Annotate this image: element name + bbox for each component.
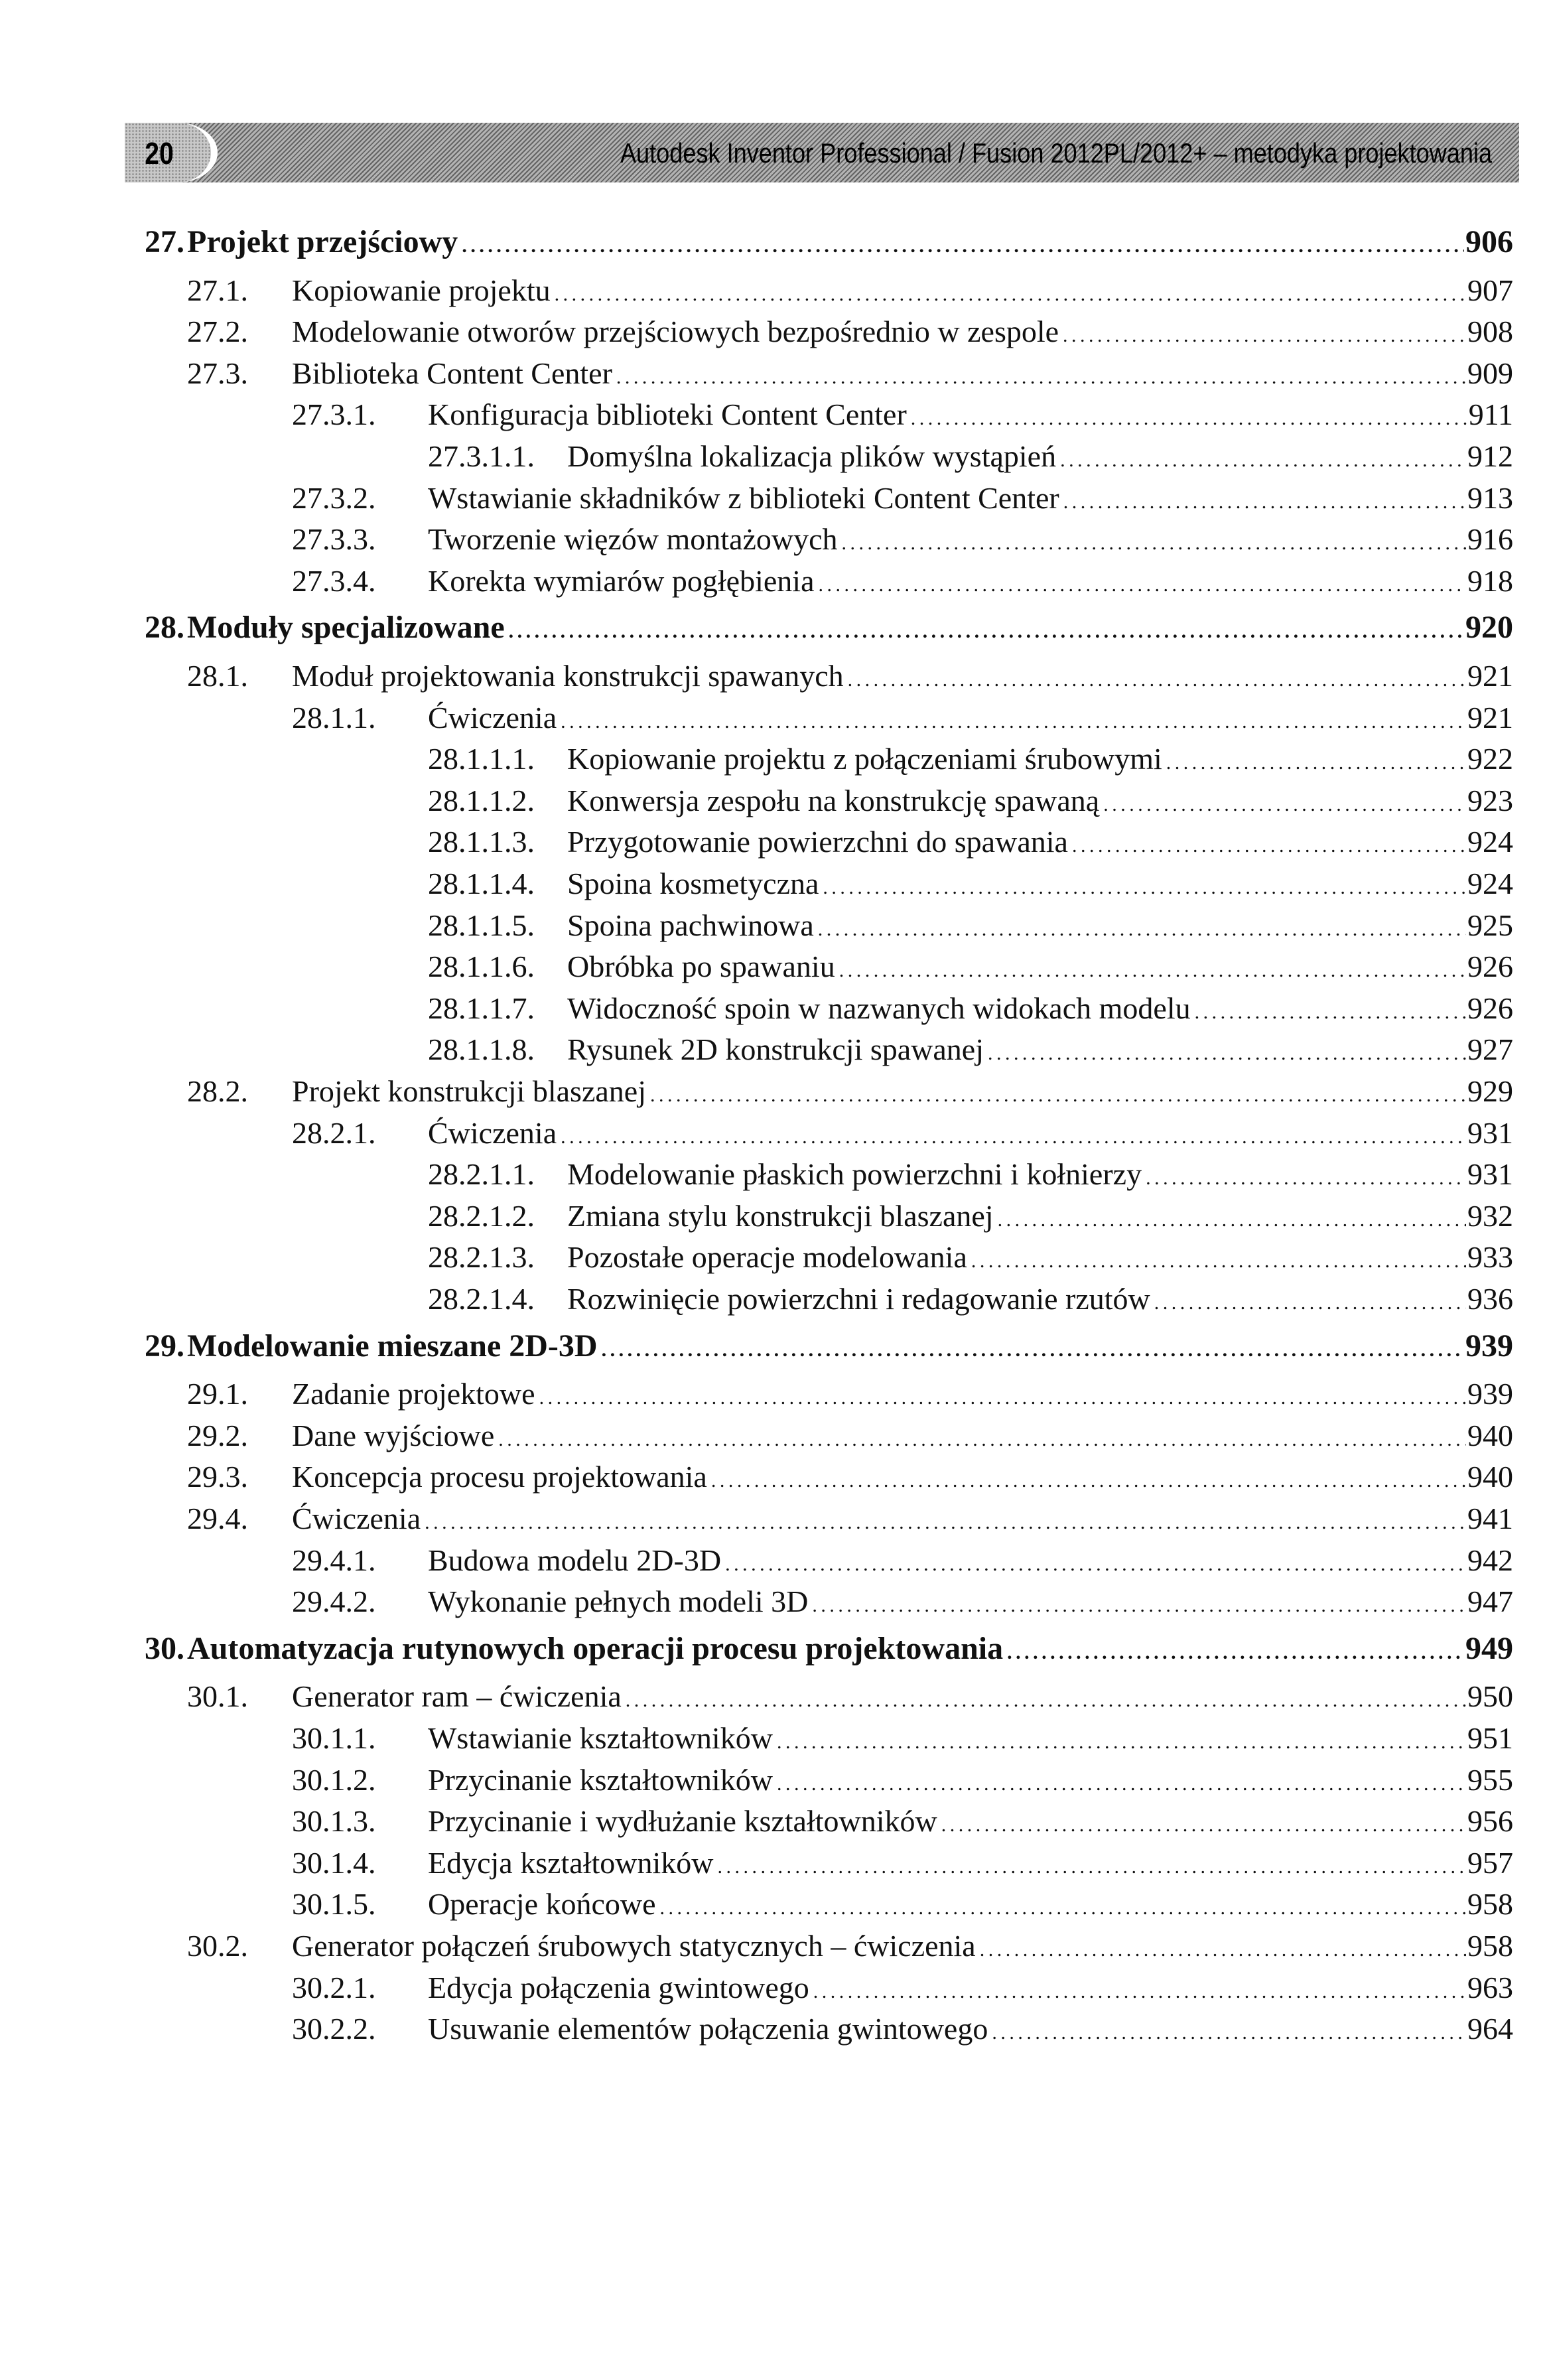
toc-entry-title: Modelowanie otworów przejściowych bezpośrednio w zespole (292, 315, 1059, 348)
toc-entry-line (428, 1843, 1513, 1887)
toc-entry-title: Ćwiczenia (428, 701, 557, 735)
dot-leader (998, 1200, 1466, 1240)
toc-entry-line (292, 1072, 1513, 1115)
toc-entry-number: 30.1.4. (292, 1846, 376, 1880)
toc-entry-line (292, 1416, 1513, 1460)
toc-entry-line (567, 906, 1513, 949)
toc-entry[interactable] (0, 1718, 1545, 1758)
dot-leader (462, 226, 1464, 266)
toc-entry-line (567, 1196, 1513, 1240)
toc-entry-line (428, 395, 1513, 439)
toc-entry-line (292, 656, 1513, 700)
toc-entry-line (292, 1499, 1513, 1543)
toc-entry-page: 926 (1467, 949, 1513, 983)
dot-leader (1007, 1633, 1464, 1673)
toc-entry-title: Koncepcja procesu projektowania (292, 1460, 707, 1494)
dot-leader (539, 1378, 1466, 1418)
toc-entry[interactable] (0, 561, 1545, 601)
toc-entry-title: Operacje końcowe (428, 1887, 656, 1921)
toc-entry-number: 27.2. (187, 315, 248, 348)
toc-entry-page: 925 (1467, 908, 1513, 942)
toc-entry-number: 28.1.1.2. (428, 784, 535, 817)
toc-entry-number: 28.2.1.2. (428, 1199, 535, 1233)
dot-leader (980, 1930, 1466, 1970)
toc-entry-page: 923 (1467, 784, 1513, 817)
toc-entry-title: Zmiana stylu konstrukcji blaszanej (567, 1199, 994, 1233)
toc-entry-title: Wstawianie składników z biblioteki Content Center (428, 481, 1059, 515)
toc-entry-page: 924 (1467, 867, 1513, 900)
toc-chapter[interactable] (0, 1629, 1545, 1669)
toc-entry-line (292, 271, 1513, 315)
dot-leader (711, 1461, 1466, 1501)
toc-entry-page: 913 (1467, 481, 1513, 515)
toc-entry-number: 30.1.3. (292, 1804, 376, 1838)
toc-entry-page: 933 (1467, 1240, 1513, 1274)
toc-entry-line (187, 222, 1513, 266)
toc-entry-number: 28.1.1.8. (428, 1032, 535, 1066)
toc-entry-title: Domyślna lokalizacja plików wystąpień (567, 439, 1057, 473)
toc-entry-title: Edycja połączenia gwintowego (428, 1971, 809, 2004)
toc-entry-title: Wstawianie kształtowników (428, 1721, 773, 1755)
toc-entry-line (567, 437, 1513, 480)
toc-entry-title: Biblioteka Content Center (292, 356, 612, 390)
toc-entry-page: 931 (1467, 1116, 1513, 1150)
toc-entry-number: 27.3. (187, 356, 248, 390)
toc-entry[interactable] (0, 656, 1545, 696)
toc-entry-number: 27. (145, 224, 184, 259)
toc-entry-line (567, 822, 1513, 866)
dot-leader (1063, 482, 1466, 522)
toc-entry-number: 28.1.1.1. (428, 742, 535, 776)
toc-entry-number: 29.2. (187, 1419, 248, 1452)
toc-entry-number: 27.3.1.1. (428, 439, 535, 473)
toc-entry[interactable] (0, 520, 1545, 559)
toc-entry-page: 907 (1467, 273, 1513, 307)
dot-leader (561, 702, 1466, 742)
dot-leader (1060, 441, 1466, 480)
toc-entry-line (567, 989, 1513, 1032)
toc-entry-title: Rysunek 2D konstrukcji spawanej (567, 1032, 984, 1066)
toc-entry-page: 921 (1467, 701, 1513, 735)
toc-entry-number: 30.2.2. (292, 2012, 376, 2046)
toc-entry-page: 929 (1467, 1074, 1513, 1108)
toc-entry-line (428, 2009, 1513, 2053)
toc-chapter[interactable] (0, 222, 1545, 262)
toc-entry-page: 951 (1467, 1721, 1513, 1755)
toc-entry-page: 940 (1467, 1460, 1513, 1494)
toc-entry[interactable] (0, 478, 1545, 518)
toc-entry-title: Widoczność spoin w nazwanych widokach modelu (567, 991, 1191, 1025)
toc-entry-number: 30.2.1. (292, 1971, 376, 2004)
toc-entry[interactable] (0, 1237, 1545, 1277)
toc-entry[interactable] (0, 1541, 1545, 1580)
toc-entry[interactable] (0, 1113, 1545, 1153)
toc-entry-line (428, 478, 1513, 522)
toc-entry-line (428, 1582, 1513, 1626)
toc-entry[interactable] (0, 906, 1545, 945)
toc-entry-line (187, 608, 1513, 652)
toc-entry-line (428, 520, 1513, 563)
dot-leader (626, 1681, 1466, 1720)
toc-entry-page: 931 (1467, 1157, 1513, 1191)
toc-entry-title: Rozwinięcie powierzchni i redagowanie rzutów (567, 1282, 1150, 1316)
toc-entry[interactable] (0, 1499, 1545, 1539)
dot-leader (1166, 743, 1466, 783)
toc-entry-page: 927 (1467, 1032, 1513, 1066)
dot-leader (992, 2013, 1466, 2053)
toc-entry-page: 932 (1467, 1199, 1513, 1233)
toc-entry[interactable] (0, 271, 1545, 311)
toc-entry-title: Dane wyjściowe (292, 1419, 495, 1452)
dot-leader (561, 1117, 1466, 1157)
toc-entry-number: 30.1. (187, 1679, 248, 1713)
toc-entry-title: Moduł projektowania konstrukcji spawanych (292, 659, 844, 693)
toc-entry[interactable] (0, 1030, 1545, 1070)
dot-leader (725, 1545, 1466, 1584)
toc-entry-page: 906 (1465, 224, 1513, 259)
toc-entry-page: 958 (1467, 1929, 1513, 1963)
toc-entry-page: 963 (1467, 1971, 1513, 2004)
toc-entry-number: 27.3.3. (292, 522, 376, 556)
dot-leader (718, 1847, 1466, 1887)
toc-entry-line (292, 1374, 1513, 1418)
dot-leader (971, 1241, 1466, 1281)
toc-chapter[interactable] (0, 608, 1545, 648)
toc-entry-line (428, 1968, 1513, 2012)
toc-entry-page: 921 (1467, 659, 1513, 693)
toc-entry-line (567, 1237, 1513, 1281)
dot-leader (911, 399, 1467, 439)
toc-entry-title: Tworzenie więzów montażowych (428, 522, 838, 556)
toc-entry-title: Usuwanie elementów połączenia gwintowego (428, 2012, 988, 2046)
toc-entry-title: Budowa modelu 2D-3D (428, 1543, 722, 1577)
dot-leader (509, 612, 1464, 652)
toc-entry-line (428, 561, 1513, 605)
toc-entry-line (428, 1760, 1513, 1804)
toc-entry-title: Moduły specjalizowane (187, 610, 505, 645)
toc-entry-page: 939 (1467, 1377, 1513, 1411)
toc-entry-number: 29.3. (187, 1460, 248, 1494)
toc-entry[interactable] (0, 1760, 1545, 1800)
toc-entry[interactable] (0, 1677, 1545, 1716)
toc-entry-title: Kopiowanie projektu z połączeniami śrubowymi (567, 742, 1162, 776)
toc-entry[interactable] (0, 1072, 1545, 1111)
toc-entry[interactable] (0, 312, 1545, 352)
toc-entry[interactable] (0, 1457, 1545, 1497)
toc-entry[interactable] (0, 1582, 1545, 1622)
toc-entry-line (428, 1884, 1513, 1928)
toc-entry-line (292, 1677, 1513, 1720)
toc-entry-page: 940 (1467, 1419, 1513, 1452)
toc-entry-title: Konfiguracja biblioteki Content Center (428, 397, 907, 431)
toc-entry-title: Przycinanie i wydłużanie kształtowników (428, 1804, 937, 1838)
toc-entry-line (428, 1541, 1513, 1584)
toc-entry-line (187, 1629, 1513, 1673)
toc-entry-line (567, 739, 1513, 783)
toc-entry-title: Przygotowanie powierzchni do spawania (567, 825, 1068, 859)
toc-entry-line (292, 1926, 1513, 1970)
toc-entry-number: 28.1.1.5. (428, 908, 535, 942)
toc-entry-page: 958 (1467, 1887, 1513, 1921)
toc-entry-line (292, 312, 1513, 356)
dot-leader (1195, 993, 1466, 1032)
toc-entry[interactable] (0, 354, 1545, 393)
toc-entry-page: 926 (1467, 991, 1513, 1025)
toc-entry-number: 28.1. (187, 659, 248, 693)
toc-entry-line (567, 1030, 1513, 1074)
toc-entry-number: 30. (145, 1631, 184, 1666)
dot-leader (842, 524, 1466, 563)
toc-entry-line (428, 1718, 1513, 1762)
toc-entry-title: Przycinanie kształtowników (428, 1763, 773, 1797)
toc-entry-title: Zadanie projektowe (292, 1377, 535, 1411)
toc-entry-page: 912 (1467, 439, 1513, 473)
toc-entry-number: 29.1. (187, 1377, 248, 1411)
toc-entry[interactable] (0, 437, 1545, 476)
toc-entry-number: 28.2.1. (292, 1116, 376, 1150)
dot-leader (777, 1764, 1466, 1804)
dot-leader (941, 1805, 1466, 1845)
toc-entry-line (187, 1326, 1513, 1370)
toc-entry-title: Wykonanie pełnych modeli 3D (428, 1584, 809, 1618)
dot-leader (1072, 826, 1466, 866)
toc-entry-title: Generator połączeń śrubowych statycznych – ćwiczenia (292, 1929, 976, 1963)
toc-entry-title: Obróbka po spawaniu (567, 949, 835, 983)
toc-entry-page: 955 (1467, 1763, 1513, 1797)
toc-entry[interactable] (0, 739, 1545, 779)
toc-entry-page: 964 (1467, 2012, 1513, 2046)
toc-entry-number: 28.1.1.3. (428, 825, 535, 859)
toc-entry-page: 916 (1467, 522, 1513, 556)
dot-leader (498, 1420, 1466, 1460)
toc-entry-title: Ćwiczenia (292, 1502, 421, 1535)
toc-entry-line (567, 781, 1513, 825)
toc-entry-number: 30.1.2. (292, 1763, 376, 1797)
dot-leader (812, 1586, 1466, 1626)
dot-leader (1154, 1283, 1466, 1323)
toc-entry[interactable] (0, 1155, 1545, 1194)
toc-entry[interactable] (0, 1374, 1545, 1414)
toc-entry-page: 956 (1467, 1804, 1513, 1838)
dot-leader (988, 1034, 1466, 1074)
toc-entry-number: 28. (145, 610, 184, 645)
toc-entry[interactable] (0, 1884, 1545, 1924)
toc-entry-page: 957 (1467, 1846, 1513, 1880)
dot-leader (1103, 785, 1466, 825)
toc-entry-page: 950 (1467, 1679, 1513, 1713)
toc-entry[interactable] (0, 2009, 1545, 2049)
dot-leader (823, 868, 1466, 908)
toc-entry-page: 924 (1467, 825, 1513, 859)
toc-entry-number: 28.2. (187, 1074, 248, 1108)
toc-entry-line (567, 1155, 1513, 1198)
toc-entry-title: Modelowanie płaskich powierzchni i kołnierzy (567, 1157, 1142, 1191)
toc-entry-number: 27.1. (187, 273, 248, 307)
toc-entry-title: Modelowanie mieszane 2D-3D (187, 1328, 598, 1364)
toc-entry[interactable] (0, 1196, 1545, 1236)
dot-leader (813, 1972, 1466, 2012)
toc-entry-title: Projekt konstrukcji blaszanej (292, 1074, 646, 1108)
toc-entry-number: 27.3.2. (292, 481, 376, 515)
toc-entry[interactable] (0, 864, 1545, 904)
toc-entry-number: 27.3.1. (292, 397, 376, 431)
running-header-title: Autodesk Inventor Professional / Fusion 2012PL/2012+ – metodyka projektowania (620, 137, 1492, 169)
toc-entry[interactable] (0, 781, 1545, 821)
dot-leader (602, 1330, 1464, 1370)
toc-entry[interactable] (0, 947, 1545, 987)
toc-entry-number: 29.4. (187, 1502, 248, 1535)
dot-leader (839, 951, 1466, 991)
toc-entry[interactable] (0, 1926, 1545, 1966)
toc-entry-line (292, 354, 1513, 397)
toc-entry-line (567, 864, 1513, 908)
toc-entry-title: Spoina kosmetyczna (567, 867, 819, 900)
toc-entry-title: Automatyzacja rutynowych operacji procesu projektowania (187, 1631, 1004, 1666)
toc-entry-line (292, 1457, 1513, 1501)
toc-entry-number: 27.3.4. (292, 564, 376, 598)
toc-entry-page: 908 (1467, 315, 1513, 348)
toc-entry-number: 28.1.1. (292, 701, 376, 735)
dot-leader (848, 660, 1466, 700)
toc-entry-title: Konwersja zespołu na konstrukcję spawaną (567, 784, 1100, 817)
toc-entry-page: 936 (1467, 1282, 1513, 1316)
toc-entry[interactable] (0, 989, 1545, 1028)
toc-entry-title: Projekt przejściowy (187, 224, 458, 259)
toc-entry-page: 909 (1467, 356, 1513, 390)
toc-entry-title: Ćwiczenia (428, 1116, 557, 1150)
toc-entry-page: 942 (1467, 1543, 1513, 1577)
toc-entry[interactable] (0, 395, 1545, 435)
dot-leader (425, 1503, 1466, 1543)
toc-entry-title: Edycja kształtowników (428, 1846, 714, 1880)
toc-entry-page: 939 (1465, 1328, 1513, 1364)
dot-leader (1146, 1158, 1466, 1198)
toc-entry-page: 920 (1465, 610, 1513, 645)
toc-entry-number: 28.1.1.6. (428, 949, 535, 983)
toc-entry-title: Pozostałe operacje modelowania (567, 1240, 967, 1274)
dot-leader (777, 1722, 1466, 1762)
toc-entry[interactable] (0, 1843, 1545, 1883)
dot-leader (616, 358, 1466, 397)
toc-entry-number: 28.2.1.4. (428, 1282, 535, 1316)
toc-entry-page: 949 (1465, 1631, 1513, 1666)
toc-entry-number: 30.1.5. (292, 1887, 376, 1921)
toc-entry-page: 922 (1467, 742, 1513, 776)
toc-entry-page: 941 (1467, 1502, 1513, 1535)
toc-entry-number: 30.1.1. (292, 1721, 376, 1755)
toc-entry[interactable] (0, 822, 1545, 862)
dot-leader (1063, 316, 1466, 356)
toc-entry-line (567, 947, 1513, 991)
toc-entry[interactable] (0, 1801, 1545, 1841)
toc-entry-title: Spoina pachwinowa (567, 908, 814, 942)
toc-entry-line (428, 698, 1513, 742)
toc-entry-number: 28.2.1.3. (428, 1240, 535, 1274)
toc-entry-page: 918 (1467, 564, 1513, 598)
dot-leader (650, 1076, 1466, 1115)
toc-entry[interactable] (0, 698, 1545, 738)
toc-entry-number: 28.2.1.1. (428, 1157, 535, 1191)
page-number: 20 (145, 136, 174, 171)
toc-entry-number: 29. (145, 1328, 184, 1364)
toc-entry-title: Generator ram – ćwiczenia (292, 1679, 622, 1713)
dot-leader (818, 565, 1466, 605)
toc-entry-page: 911 (1468, 397, 1513, 431)
toc-entry[interactable] (0, 1968, 1545, 2008)
toc-entry[interactable] (0, 1279, 1545, 1319)
toc-entry-line (428, 1113, 1513, 1157)
toc-entry-page: 947 (1467, 1584, 1513, 1618)
toc-entry-line (567, 1279, 1513, 1323)
toc-entry[interactable] (0, 1416, 1545, 1456)
dot-leader (555, 275, 1466, 315)
toc-entry-number: 28.1.1.7. (428, 991, 535, 1025)
toc-entry-number: 28.1.1.4. (428, 867, 535, 900)
dot-leader (818, 910, 1466, 949)
toc-entry-title: Kopiowanie projektu (292, 273, 551, 307)
toc-chapter[interactable] (0, 1326, 1545, 1366)
toc-entry-title: Korekta wymiarów pogłębienia (428, 564, 815, 598)
toc-entry-number: 29.4.1. (292, 1543, 376, 1577)
toc-entry-number: 30.2. (187, 1929, 248, 1963)
dot-leader (660, 1888, 1466, 1928)
toc-entry-number: 29.4.2. (292, 1584, 376, 1618)
toc-entry-line (428, 1801, 1513, 1845)
